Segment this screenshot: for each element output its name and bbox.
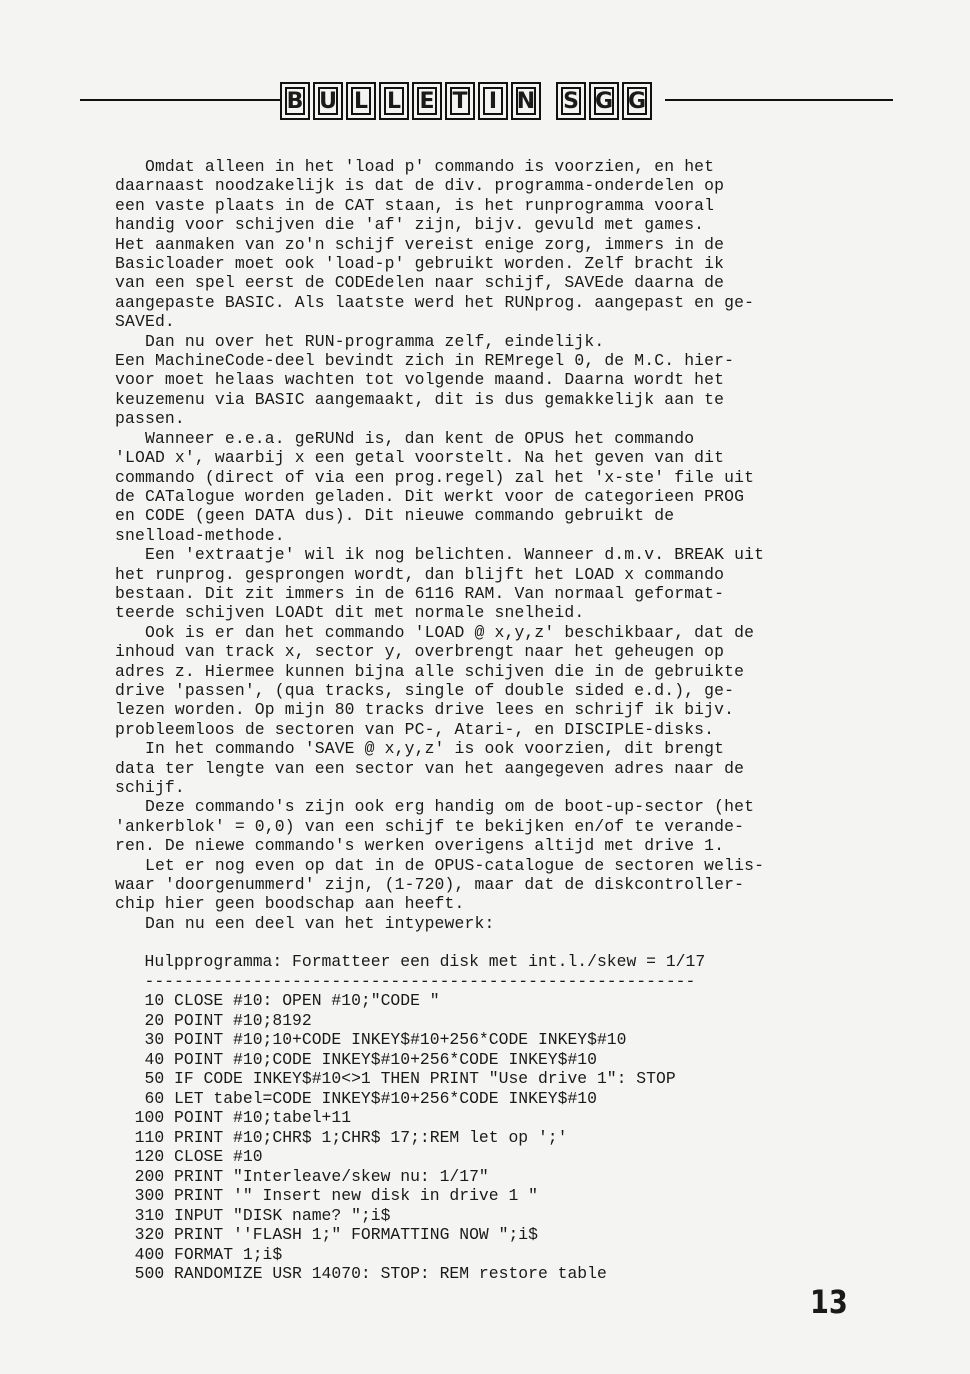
code-line: 300 PRINT '" Insert new disk in drive 1 " — [115, 1186, 538, 1205]
body-line: ren. De niewe commando's werken overigens altijd met drive 1. — [115, 836, 725, 856]
body-line: data ter lengte van een sector van het aangegeven adres naar de — [115, 758, 745, 778]
code-line: 40 POINT #10;CODE INKEY$#10+256*CODE INKEY$#10 — [115, 1049, 597, 1069]
body-line: lezen worden. Op mijn 80 tracks drive lees en schrijf ik bijv. — [115, 700, 735, 720]
code-line: 10 CLOSE #10: OPEN #10;"CODE " — [115, 991, 440, 1010]
logo-letter: I — [478, 82, 508, 120]
body-line: Wanneer e.e.a. geRUNd is, dan kent de OPUS het commando — [115, 428, 695, 448]
body-line: 'LOAD x', waarbij x een getal voorstelt. Na het geven van dit — [115, 448, 725, 468]
body-line: handig voor schijven die 'af' zijn, bijv. gevuld met games. — [115, 215, 705, 235]
body-line: Een 'extraatje' wil ik nog belichten. Wanneer d.m.v. BREAK uit — [115, 545, 765, 565]
logo-letter: E — [412, 82, 442, 120]
body-line: bestaan. Dit zit immers in de 6116 RAM. Van normaal geformat- — [115, 583, 725, 603]
body-line: snelload-methode. — [115, 525, 285, 545]
header-rule-left — [80, 99, 280, 101]
body-line: teerde schijven LOADt dit met normale snelheid. — [115, 603, 585, 623]
code-line: 320 PRINT ''FLASH 1;" FORMATTING NOW ";i$ — [115, 1225, 538, 1244]
logo-letter: L — [379, 82, 409, 120]
code-line: 100 POINT #10;tabel+11 — [115, 1108, 352, 1127]
code-line: 310 INPUT "DISK name? ";i$ — [115, 1205, 391, 1225]
logo-letter: B — [280, 82, 310, 120]
body-line: daarnaast noodzakelijk is dat de div. programma-onderdelen op — [115, 176, 725, 196]
body-line: Ook is er dan het commando 'LOAD @ x,y,z' beschikbaar, dat de — [115, 622, 755, 642]
body-line: 'ankerblok' = 0,0) van een schijf te bekijken en/of te verande- — [115, 816, 745, 836]
page-number: 13 — [810, 1283, 848, 1321]
body-line: Dan nu een deel van het intypewerk: — [115, 913, 495, 933]
body-line: de CATalogue worden geladen. Dit werkt voor de categorieen PROG — [115, 486, 745, 506]
body-line: schijf. — [115, 778, 185, 797]
code-line: 20 POINT #10;8192 — [115, 1010, 312, 1030]
body-line: Let er nog even op dat in de OPUS-catalogue de sectoren welis- — [115, 855, 765, 875]
code-line: 30 POINT #10;10+CODE INKEY$#10+256*CODE INKEY$#10 — [115, 1030, 627, 1049]
body-line: een vaste plaats in de CAT staan, is het runprogramma vooral — [115, 195, 715, 215]
body-line: voor moet helaas wachten tot volgende maand. Daarna wordt het — [115, 370, 725, 390]
body-line: drive 'passen', (qua tracks, single of double sided e.d.), ge- — [115, 680, 735, 700]
body-line: aangepaste BASIC. Als laatste werd het RUNprog. aangepast en ge- — [115, 292, 755, 312]
body-line: probleemloos de sectoren van PC-, Atari-, en DISCIPLE-disks. — [115, 719, 715, 739]
body-line: chip hier geen boodschap aan heeft. — [115, 894, 465, 914]
bulletin-logo — [280, 80, 655, 122]
code-line: 50 IF CODE INKEY$#10<>1 THEN PRINT "Use drive 1": STOP — [115, 1069, 676, 1088]
listing-separator: -------------------------------------------------------- — [115, 971, 696, 991]
logo-letter: T — [445, 82, 475, 120]
body-line: inhoud van track x, sector y, overbrengt naar het geheugen op — [115, 642, 725, 662]
body-line: het runprog. gesprongen wordt, dan blijft het LOAD x commando — [115, 564, 725, 584]
body-line: commando (direct of via een prog.regel) zal het 'x-ste' file uit — [115, 467, 755, 487]
body-line: Het aanmaken van zo'n schijf vereist enige zorg, immers in de — [115, 234, 725, 254]
code-line: 110 PRINT #10;CHR$ 1;CHR$ 17;:REM let op ';' — [115, 1127, 568, 1147]
code-line: 200 PRINT "Interleave/skew nu: 1/17" — [115, 1166, 489, 1186]
body-line: Omdat alleen in het 'load p' commando is voorzien, en het — [115, 157, 715, 176]
body-line: Een MachineCode-deel bevindt zich in REMregel 0, de M.C. hier- — [115, 351, 735, 371]
body-line: Basicloader moet ook 'load-p' gebruikt worden. Zelf bracht ik — [115, 254, 725, 274]
logo-letter: U — [313, 82, 343, 120]
body-line: adres z. Hiermee kunnen bijna alle schijven die in de gebruikte — [115, 661, 745, 681]
logo-letter: N — [511, 82, 541, 120]
body-line: en CODE (geen DATA dus). Dit nieuwe commando gebruikt de — [115, 506, 675, 526]
body-line: In het commando 'SAVE @ x,y,z' is ook voorzien, dit brengt — [115, 739, 725, 759]
code-line: 400 FORMAT 1;i$ — [115, 1244, 283, 1264]
code-line: 60 LET tabel=CODE INKEY$#10+256*CODE INKEY$#10 — [115, 1088, 597, 1108]
body-line: SAVEd. — [115, 312, 175, 332]
body-line: van een spel eerst de CODEdelen naar schijf, SAVEde daarna de — [115, 273, 725, 293]
listing-title: Hulpprogramma: Formatteer een disk met int.l./skew = 1/17 — [115, 952, 706, 971]
body-line: Deze commando's zijn ook erg handig om de boot-up-sector (het — [115, 797, 755, 817]
logo-letter: G — [589, 82, 619, 120]
body-line: waar 'doorgenummerd' zijn, (1-720), maar dat de diskcontroller- — [115, 875, 745, 895]
code-line: 120 CLOSE #10 — [115, 1147, 263, 1166]
code-line: 500 RANDOMIZE USR 14070: STOP: REM restore table — [115, 1264, 607, 1283]
program-listing — [115, 952, 860, 1284]
header-rule-right — [665, 99, 893, 101]
body-line: keuzemenu via BASIC aangemaakt, dit is dus gemakkelijk aan te — [115, 389, 725, 409]
logo-letter: G — [622, 82, 652, 120]
logo-letter: L — [346, 82, 376, 120]
body-line: passen. — [115, 409, 185, 429]
article-body — [115, 157, 860, 933]
body-line: Dan nu over het RUN-programma zelf, eindelijk. — [115, 331, 605, 351]
logo-letter: S — [556, 82, 586, 120]
